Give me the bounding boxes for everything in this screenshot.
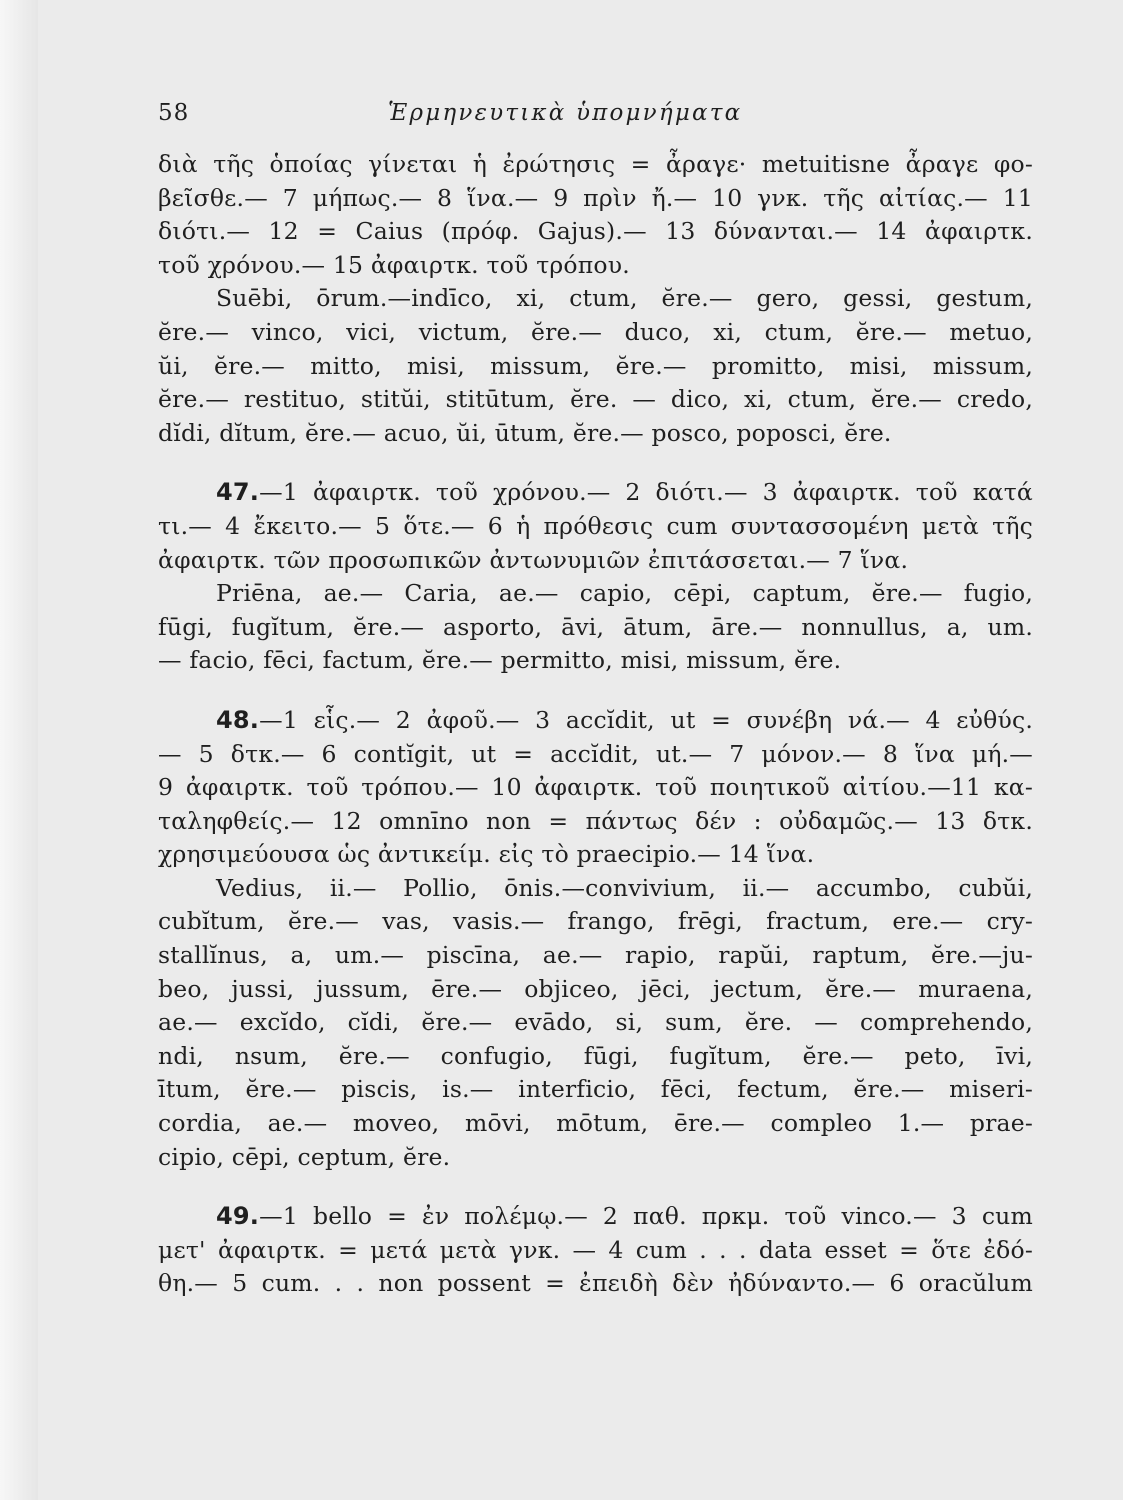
text-line: θη.— 5 cum. . . non possent = ἐπειδὴ δὲν ἠδύναντο.— 6 oracŭlum <box>158 1269 1033 1298</box>
text-line: ĕre.— vinco, vici, victum, ĕre.— duco, xi, ctum, ĕre.— metuo, <box>158 317 1033 346</box>
text-line: βεῖσθε.— 7 μήπως.— 8 ἵνα.— 9 πρὶν ἤ.— 10 γνκ. τῆς αἰτίας.— 11 <box>158 183 1033 212</box>
text-line: dĭdi, dĭtum, ĕre.— acuo, ŭi, ūtum, ĕre.— posco, poposci, ĕre. <box>158 418 892 447</box>
text-line: ταληφθείς.— 12 omnīno non = πάντως δέν : οὐδαμῶς.— 13 δτκ. <box>158 806 1033 835</box>
text-line: stallĭnus, a, um.— piscīna, ae.— rapio, rapŭi, raptum, ĕre.—ju- <box>158 941 1033 970</box>
page-gutter <box>0 0 38 1500</box>
text-line: Vedius, ii.— Pollio, ōnis.—convivium, ii.— accumbo, cubŭi, <box>216 873 1033 902</box>
intro-notes <box>158 148 1033 282</box>
section-first-line: —1 ἀφαιρτκ. τοῦ χρόνου.— 2 διότι.— 3 ἀφαιρτκ. τοῦ κατά <box>259 478 1033 507</box>
text-line: beo, jussi, jussum, ēre.— objiceo, jēci, jectum, ĕre.— muraena, <box>158 974 1033 1003</box>
section-47-notes <box>158 476 1033 577</box>
intro-vocabulary <box>158 282 1033 450</box>
text-line: Priēna, ae.— Caria, ae.— capio, cēpi, captum, ĕre.— fugio, <box>216 579 1033 608</box>
text-line: cordia, ae.— moveo, mōvi, mōtum, ēre.— compleo 1.— prae- <box>158 1109 1033 1138</box>
text-line: διότι.— 12 = Caius (πρόφ. Gajus).— 13 δύνανται.— 14 ἀφαιρτκ. <box>158 217 1033 246</box>
text-line: — 5 δτκ.— 6 contĭgit, ut = accĭdit, ut.— 7 μόνον.— 8 ἵνα μή.— <box>158 739 1033 768</box>
text-line: ĕre.— restituo, stitŭi, stitūtum, ĕre. — dico, xi, ctum, ĕre.— credo, <box>158 385 1033 414</box>
text-line: μετ' ἀφαιρτκ. = μετά μετὰ γνκ. — 4 cum . . . data esset = ὅτε ἐδό- <box>158 1235 1033 1264</box>
text-line: ītum, ĕre.— piscis, is.— interficio, fēci, fectum, ĕre.— miseri- <box>158 1075 1033 1104</box>
text-line: ŭi, ĕre.— mitto, misi, missum, ĕre.— promitto, misi, missum, <box>158 351 1033 380</box>
text-line: τι.— 4 ἔκειτο.— 5 ὅτε.— 6 ἡ πρόθεσις cum συντασσομένη μετὰ τῆς <box>158 511 1033 540</box>
text-line: 9 ἀφαιρτκ. τοῦ τρόπου.— 10 ἀφαιρτκ. τοῦ ποιητικοῦ αἰτίου.—11 κα- <box>158 773 1033 802</box>
section-first-line: —1 εἷς.— 2 ἀφοῦ.— 3 accĭdit, ut = συνέβη νά.— 4 εὐθύς. <box>259 705 1033 734</box>
text-line: fūgi, fugĭtum, ĕre.— asporto, āvi, ātum, āre.— nonnullus, a, um. <box>158 612 1033 641</box>
text-line: χρησιμεύουσα ὡς ἀντικείμ. εἰς τὸ praecipio.— 14 ἵνα. <box>158 840 815 869</box>
text-line: cipio, cēpi, ceptum, ĕre. <box>158 1142 451 1171</box>
text-line: — facio, fēci, factum, ĕre.— permitto, misi, missum, ĕre. <box>158 646 842 675</box>
section-number: 47. <box>216 478 260 507</box>
text-line <box>158 704 1033 738</box>
text-line: ndi, nsum, ĕre.— confugio, fūgi, fugĭtum, ĕre.— peto, īvi, <box>158 1041 1033 1070</box>
section-48-vocabulary <box>158 872 1033 1174</box>
running-title: Ἑρμηνευτικὰ ὑπομνήματα <box>388 100 743 126</box>
section-47-vocabulary <box>158 577 1033 678</box>
text-line: ἀφαιρτκ. τῶν προσωπικῶν ἀντωνυμιῶν ἐπιτάσσεται.— 7 ἵνα. <box>158 545 909 574</box>
text-line: τοῦ χρόνου.— 15 ἀφαιρτκ. τοῦ τρόπου. <box>158 250 630 279</box>
text-line: cubĭtum, ĕre.— vas, vasis.— frango, frēgi, fractum, ere.— cry- <box>158 907 1033 936</box>
text-line: ae.— excĭdo, cĭdi, ĕre.— evādo, si, sum, ĕre. — comprehendo, <box>158 1008 1033 1037</box>
text-line: διὰ τῆς ὁποίας γίνεται ἡ ἐρώτησις = ἆραγε· metuitisne ἆραγε φο- <box>158 150 1033 178</box>
text-line: Suēbi, ōrum.—indīco, xi, ctum, ĕre.— gero, gessi, gestum, <box>216 284 1033 313</box>
page-number: 58 <box>158 100 190 126</box>
section-first-line: —1 bello = ἐν πολέμῳ.— 2 παθ. πρκμ. τοῦ vinco.— 3 cum <box>259 1202 1033 1231</box>
section-number: 49. <box>216 1202 260 1231</box>
text-line <box>158 1200 1033 1234</box>
text-block <box>158 96 1033 1301</box>
text-line <box>158 476 1033 510</box>
section-49-notes <box>158 1200 1033 1301</box>
section-number: 48. <box>216 705 260 734</box>
page-header <box>158 96 1033 142</box>
section-48-notes <box>158 704 1033 872</box>
